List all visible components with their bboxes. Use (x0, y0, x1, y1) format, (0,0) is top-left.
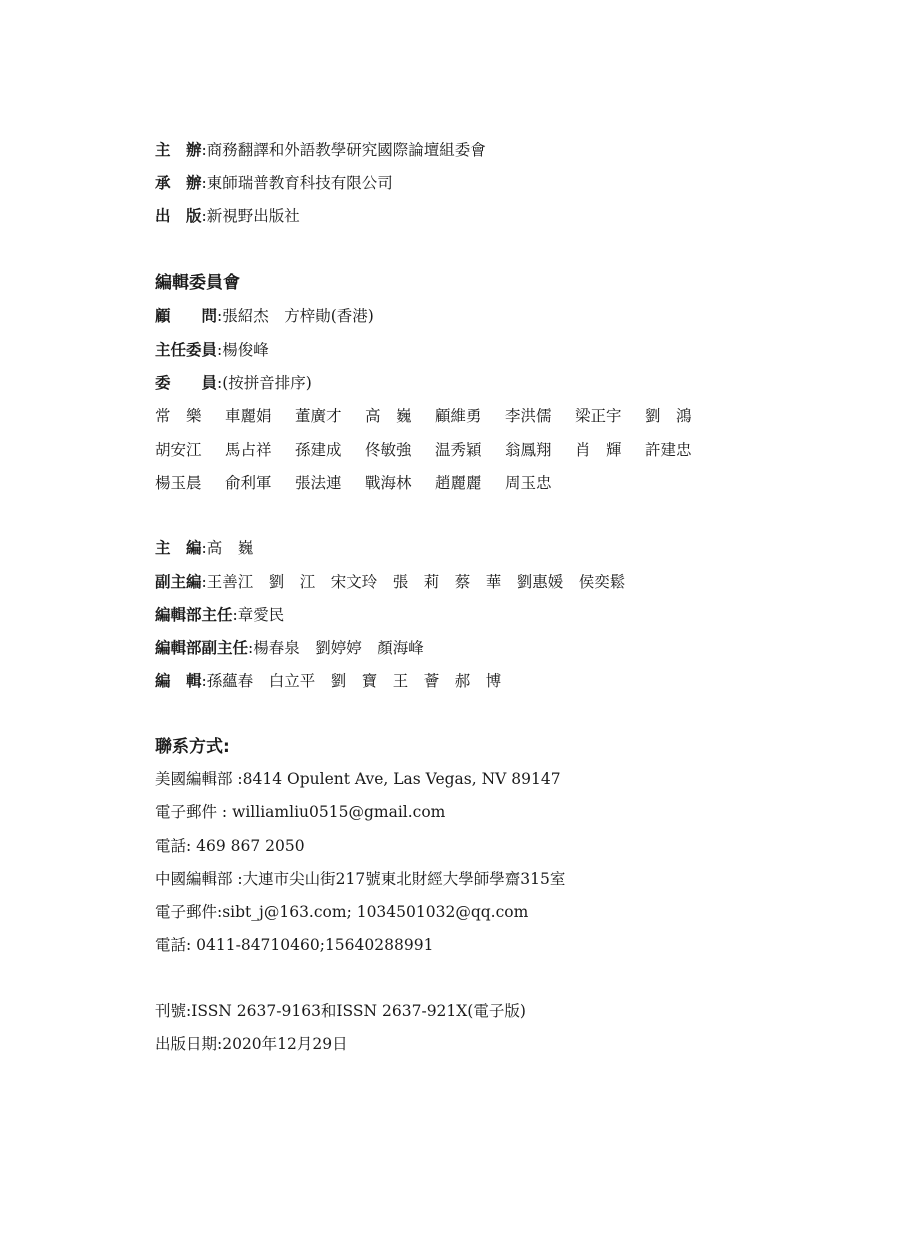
chair-line (155, 340, 269, 360)
chair-label: 主任委員 (155, 341, 218, 359)
editor-line (155, 671, 501, 691)
dept-head-value: 章愛民 (237, 606, 285, 624)
us-email: 電子郵件 : williamliu0515@gmail.com (155, 803, 446, 821)
member-name: 劉 鴻 (645, 407, 692, 425)
member-name: 許建忠 (645, 441, 692, 459)
dept-deputy-line (155, 638, 424, 658)
member-name: 楊玉晨 (155, 474, 202, 492)
member-line (155, 373, 312, 393)
cn-email: 電子郵件:sibt_j@163.com; 1034501032@qq.com (155, 903, 529, 921)
member-name: 温秀穎 (435, 441, 482, 459)
publisher-line (155, 206, 300, 226)
member-name: 胡安江 (155, 441, 202, 459)
member-name: 李洪儒 (505, 407, 552, 425)
member-name: 趙麗麗 (435, 474, 482, 492)
chief-editor-label: 主 編 (155, 539, 202, 557)
separator: : (217, 307, 223, 325)
member-name: 董廣才 (295, 407, 342, 425)
member-name: 高 巍 (365, 407, 412, 425)
separator: : (217, 341, 223, 359)
chief-editor-line (155, 538, 253, 558)
dept-head-label: 編輯部主任 (155, 606, 233, 624)
separator: : (201, 207, 207, 225)
member-name: 俞利軍 (225, 474, 272, 492)
editor-value: 孫蘊春 白立平 劉 寶 王 薈 郝 博 (206, 672, 502, 690)
deputy-editor-line (155, 572, 625, 592)
member-name: 戰海林 (365, 474, 412, 492)
member-name: 顧維勇 (435, 407, 482, 425)
deputy-editor-label: 副主編 (155, 573, 202, 591)
separator: : (201, 141, 207, 159)
member-name: 車麗娟 (225, 407, 272, 425)
member-name: 梁正宇 (575, 407, 622, 425)
organizer-label: 承 辦 (155, 174, 202, 192)
member-name: 張法連 (295, 474, 342, 492)
publication-date: 出版日期:2020年12月29日 (155, 1035, 348, 1053)
host-line (155, 140, 486, 160)
member-name: 周玉忠 (505, 474, 552, 492)
members-row-3 (155, 473, 575, 493)
dept-head-line (155, 605, 284, 625)
chair-value: 楊俊峰 (222, 341, 269, 359)
member-name: 常 樂 (155, 407, 202, 425)
host-value: 商務翻譯和外語教學研究國際論壇組委會 (206, 141, 486, 159)
organizer-line (155, 173, 393, 193)
issn-line: 刊號:ISSN 2637-9163和ISSN 2637-921X(電子版) (155, 1002, 526, 1020)
dept-deputy-label: 編輯部副主任 (155, 639, 249, 657)
advisor-value: 張紹杰 方梓勛(香港) (222, 307, 374, 325)
member-name: 孫建成 (295, 441, 342, 459)
contact-heading: 聯系方式: (155, 737, 230, 757)
member-name: 翁鳳翔 (505, 441, 552, 459)
member-name: 佟敏強 (365, 441, 412, 459)
advisor-line (155, 306, 374, 326)
publisher-label: 出 版 (155, 207, 202, 225)
organizer-value: 東師瑞普教育科技有限公司 (206, 174, 393, 192)
separator: : (232, 606, 238, 624)
separator: : (201, 672, 207, 690)
deputy-editor-value: 王善江 劉 江 宋文玲 張 莉 蔡 華 劉惠媛 侯奕鬆 (206, 573, 626, 591)
cn-office: 中國編輯部 :大連市尖山街217號東北財經大學師學齋315室 (155, 870, 566, 888)
separator: : (248, 639, 254, 657)
chief-editor-value: 高 巍 (206, 539, 254, 557)
members-row-2 (155, 440, 715, 460)
editorial-board-heading: 編輯委員會 (155, 273, 240, 293)
host-label: 主 辦 (155, 141, 202, 159)
publisher-value: 新視野出版社 (206, 207, 300, 225)
member-label: 委 員 (155, 374, 218, 392)
member-note: (按拼音排序) (222, 374, 312, 392)
editor-label: 編 輯 (155, 672, 202, 690)
member-name: 肖 輝 (575, 441, 622, 459)
separator: : (201, 174, 207, 192)
advisor-label: 顧 問 (155, 307, 218, 325)
us-phone: 電話: 469 867 2050 (155, 837, 305, 855)
cn-phone: 電話: 0411-84710460;15640288991 (155, 936, 434, 954)
dept-deputy-value: 楊春泉 劉婷婷 顏海峰 (253, 639, 424, 657)
members-row-1 (155, 406, 715, 426)
separator: : (217, 374, 223, 392)
us-office: 美國編輯部 :8414 Opulent Ave, Las Vegas, NV 89147 (155, 770, 561, 788)
separator: : (201, 573, 207, 591)
separator: : (201, 539, 207, 557)
member-name: 馬占祥 (225, 441, 272, 459)
